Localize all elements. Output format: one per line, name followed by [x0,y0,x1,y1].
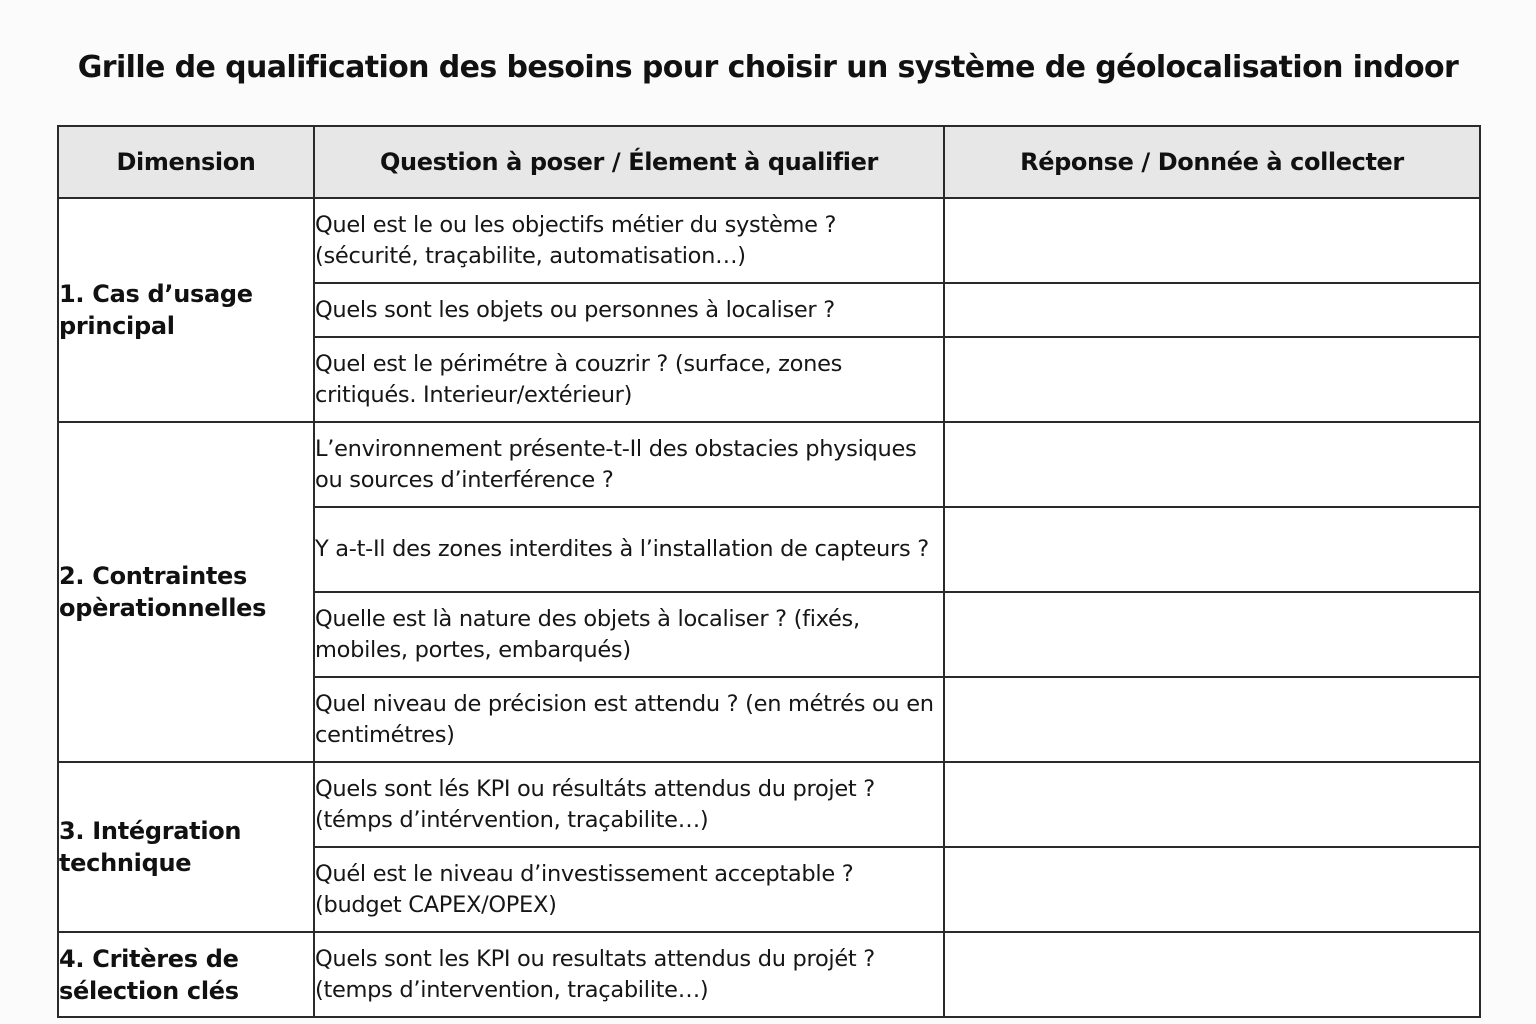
page-title: Grille de qualification des besoins pour choisir un système de géolocalisation indoor [77,50,1459,85]
question-cell: Y a-t-Il des zones interdites à l’installation de capteurs ? [314,507,944,592]
answer-cell[interactable] [944,932,1480,1017]
dimension-criteres: 4. Critères de sélection clés [58,932,314,1017]
question-cell: Quel niveau de précision est attendu ? (en métrés ou en centimétres) [314,677,944,762]
answer-cell[interactable] [944,507,1480,592]
answer-cell[interactable] [944,592,1480,677]
question-cell: L’environnement présente-t-Il des obstacies physiques ou sources d’interférence ? [314,422,944,507]
answer-cell[interactable] [944,198,1480,283]
answer-cell[interactable] [944,847,1480,932]
answer-cell[interactable] [944,762,1480,847]
table-row [58,198,1480,283]
question-cell: Quels sont lés KPI ou résultáts attendus du projet ? (témps d’intérvention, traçabilite…) [314,762,944,847]
dimension-integration: 3. Intégration technique [58,762,314,932]
question-cell: Quels sont les objets ou personnes à localiser ? [314,283,944,337]
dimension-contraintes: 2. Contraintes opèrationnelles [58,422,314,762]
question-cell: Quel est le ou les objectifs métier du système ? (sécurité, traçabilite, automatisation…) [314,198,944,283]
question-cell: Quelle est là nature des objets à localiser ? (fixés, mobiles, portes, embarqués) [314,592,944,677]
question-cell: Quél est le niveau d’investissement acceptable ? (budget CAPEX/OPEX) [314,847,944,932]
table-row [58,762,1480,847]
answer-cell[interactable] [944,283,1480,337]
question-cell: Quel est le périmétre à couzrir ? (surface, zones critiqués. Interieur/extérieur) [314,337,944,422]
table-row [58,422,1480,507]
answer-cell[interactable] [944,677,1480,762]
table-row [58,932,1480,1017]
question-cell: Quels sont les KPI ou resultats attendus du projét ? (temps d’intervention, traçabilite…) [314,932,944,1017]
table-header-row [58,126,1480,198]
qualification-table [57,125,1481,1018]
header-question: Question à poser / Élement à qualifier [314,126,944,198]
answer-cell[interactable] [944,422,1480,507]
dimension-cas-usage: 1. Cas d’usage principal [58,198,314,422]
header-reponse: Réponse / Donnée à collecter [944,126,1480,198]
answer-cell[interactable] [944,337,1480,422]
header-dimension: Dimension [58,126,314,198]
